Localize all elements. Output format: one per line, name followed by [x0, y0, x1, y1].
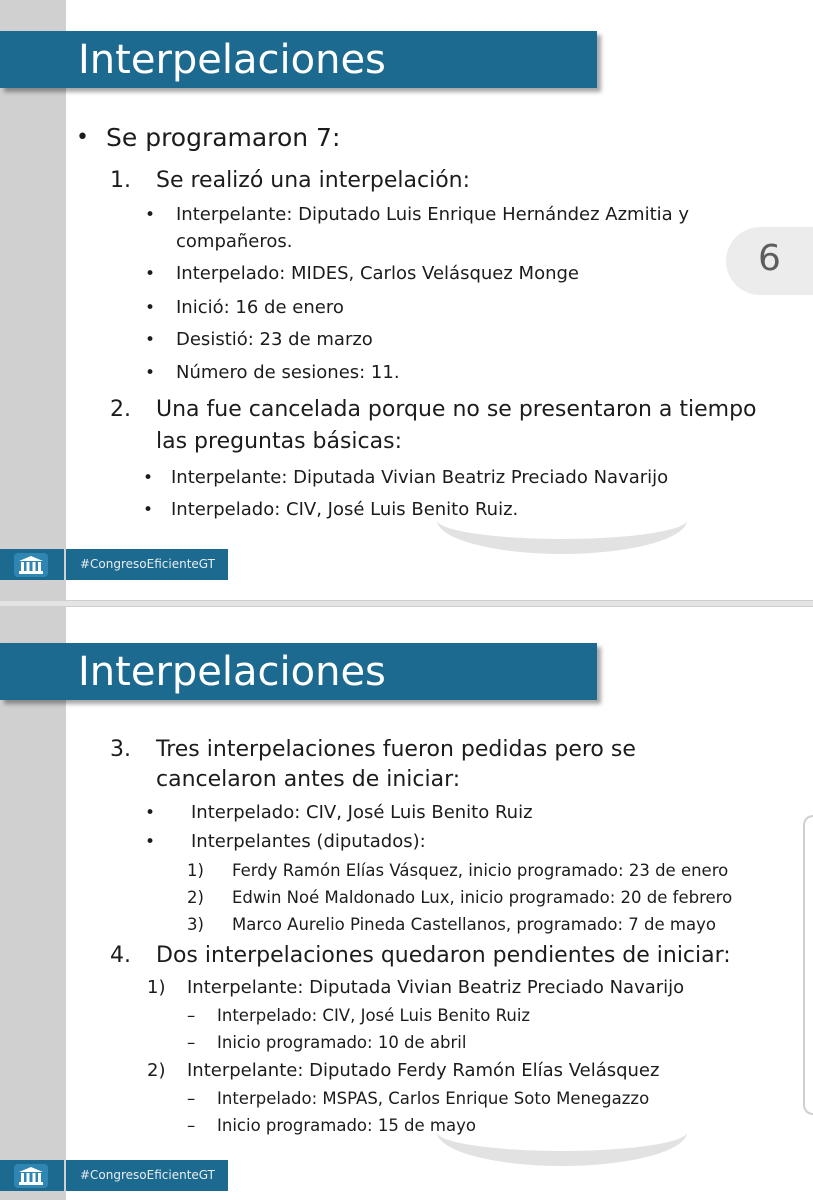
item-number: 3.: [110, 737, 131, 762]
entry-text: Interpelante: Diputado Ferdy Ramón Elías Velásquez: [187, 1060, 660, 1081]
footer-separator: [64, 1160, 66, 1191]
dash-icon: –: [187, 1006, 196, 1025]
dash-icon: –: [187, 1116, 196, 1135]
bullet-icon: •: [145, 803, 156, 823]
left-gray-bar: [0, 0, 66, 600]
bullet-icon: •: [143, 500, 154, 520]
dash-icon: –: [187, 1089, 196, 1108]
entry-detail: Inicio programado: 10 de abril: [217, 1033, 467, 1052]
entry-number: 1): [147, 977, 166, 998]
item-number: 4.: [110, 943, 131, 968]
item-number: 2.: [110, 397, 131, 422]
entry-text: Interpelante: Diputada Vivian Beatriz Preciado Navarijo: [187, 977, 685, 998]
list-item: Marco Aurelio Pineda Castellanos, programado: 7 de mayo: [232, 915, 716, 934]
hashtag-text: #CongresoEficienteGT: [80, 1168, 215, 1182]
item-text: Una fue cancelada porque no se presentaron a tiempo: [156, 397, 757, 422]
list-number: 2): [187, 888, 204, 907]
bullet-icon: •: [145, 205, 156, 225]
list-item: Edwin Noé Maldonado Lux, inicio programado: 20 de febrero: [232, 888, 733, 907]
item-text: Tres interpelaciones fueron pedidas pero se: [156, 737, 636, 762]
main-bullet: Se programaron 7:: [106, 123, 341, 152]
hashtag-text: #CongresoEficienteGT: [80, 557, 215, 571]
item-text: Se realizó una interpelación:: [156, 168, 471, 193]
bullet-icon: •: [145, 264, 156, 284]
entry-detail: Interpelado: MSPAS, Carlos Enrique Soto Menegazzo: [217, 1089, 650, 1108]
sub-item: Interpelantes (diputados):: [191, 831, 426, 852]
footer-separator: [64, 549, 66, 580]
sub-item: Interpelado: MIDES, Carlos Velásquez Monge: [176, 263, 579, 284]
list-item: Ferdy Ramón Elías Vásquez, inicio programado: 23 de enero: [232, 861, 729, 880]
item-text-continuation: cancelaron antes de iniciar:: [156, 767, 461, 792]
congress-building-icon: [14, 1164, 48, 1188]
scroll-handle[interactable]: [803, 815, 813, 1115]
item-text: Dos interpelaciones quedaron pendientes de iniciar:: [156, 943, 731, 968]
slide-2: [0, 607, 813, 1200]
decorative-arc: [437, 505, 687, 554]
sub-item: Interpelado: CIV, José Luis Benito Ruiz.: [171, 499, 519, 520]
dash-icon: –: [187, 1033, 196, 1052]
footer-hashtag-tag: [0, 549, 228, 580]
page-number: 6: [758, 238, 781, 279]
footer-hashtag-tag: [0, 1160, 228, 1191]
sub-item-continuation: compañeros.: [176, 231, 293, 252]
bullet-icon: •: [145, 298, 156, 318]
list-number: 1): [187, 861, 204, 880]
item-text-continuation: las preguntas básicas:: [156, 429, 402, 454]
decorative-arc: [437, 1117, 687, 1166]
bullet-icon: •: [145, 832, 156, 852]
sub-item: Inició: 16 de enero: [176, 297, 344, 318]
list-number: 3): [187, 915, 204, 934]
sub-item: Desistió: 23 de marzo: [176, 329, 373, 350]
title-bar: [0, 643, 597, 700]
entry-number: 2): [147, 1060, 166, 1081]
item-number: 1.: [110, 168, 131, 193]
bullet-icon: •: [76, 125, 89, 150]
slide-divider: [0, 600, 813, 607]
sub-item: Interpelante: Diputada Vivian Beatriz Preciado Navarijo: [171, 467, 669, 488]
bullet-icon: •: [145, 363, 156, 383]
sub-item: Interpelante: Diputado Luis Enrique Hernández Azmitia y: [176, 204, 690, 225]
title-bar: [0, 31, 597, 88]
sub-item: Interpelado: CIV, José Luis Benito Ruiz: [191, 802, 533, 823]
sub-item: Número de sesiones: 11.: [176, 362, 400, 383]
bullet-icon: •: [143, 468, 154, 488]
congress-building-icon: [14, 553, 48, 577]
entry-detail: Interpelado: CIV, José Luis Benito Ruiz: [217, 1006, 531, 1025]
slide-title: Interpelaciones: [78, 37, 386, 83]
page-number-tab: [726, 227, 813, 295]
bullet-icon: •: [145, 330, 156, 350]
entry-detail: Inicio programado: 15 de mayo: [217, 1116, 476, 1135]
slide-title: Interpelaciones: [78, 649, 386, 695]
